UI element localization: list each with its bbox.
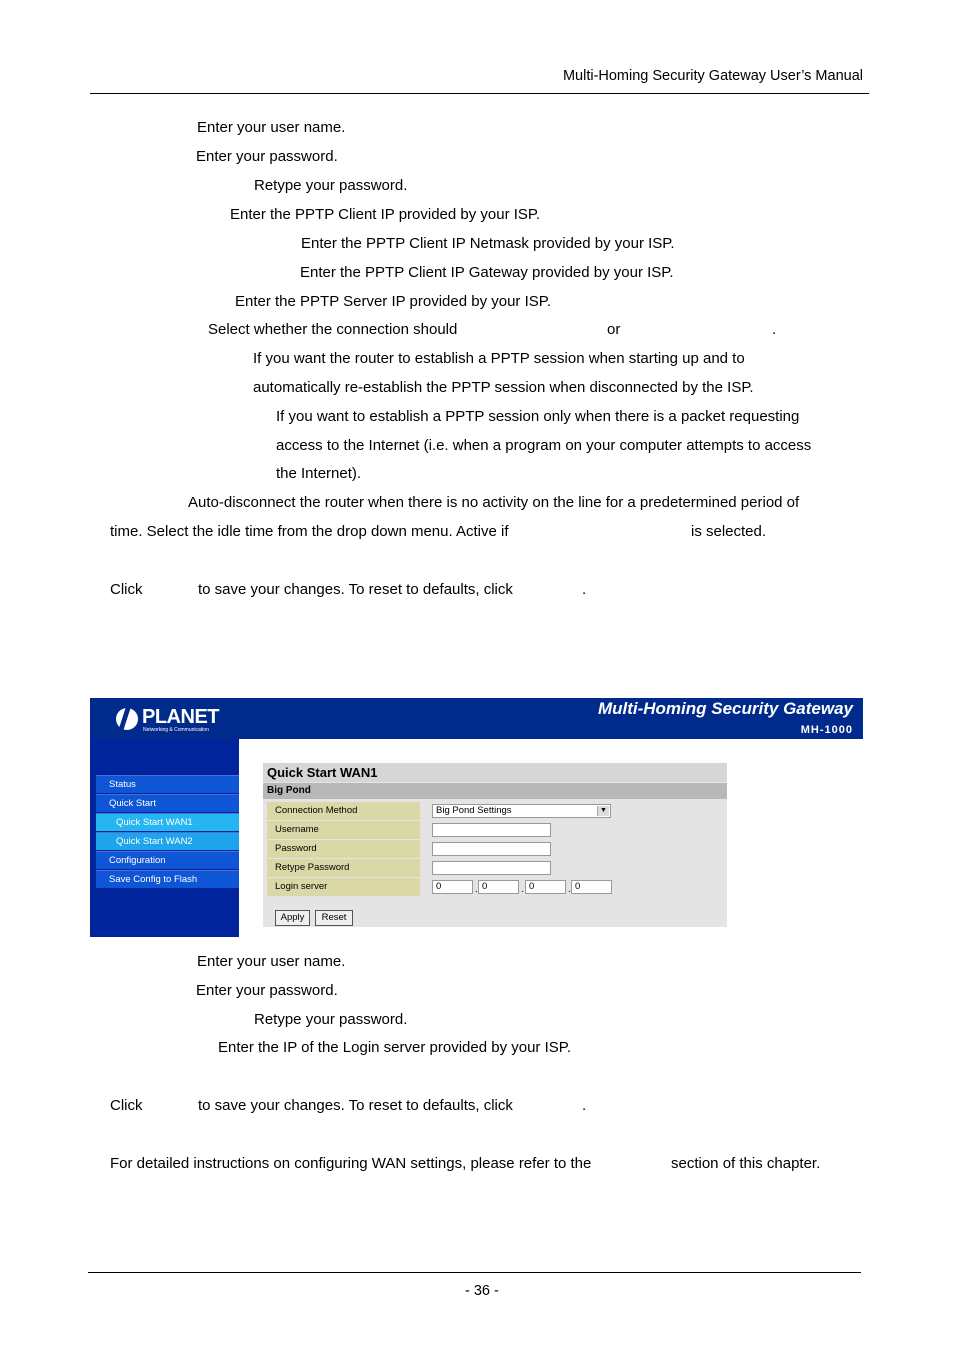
def-username: Enter your user name. bbox=[197, 119, 346, 136]
idle-line2a: time. Select the idle time from the drop down menu. Active if bbox=[110, 523, 509, 540]
section-header: Big Pond bbox=[263, 783, 727, 799]
def-connection-b: or bbox=[607, 321, 621, 338]
ip-dot: . bbox=[521, 884, 524, 895]
running-header: Multi-Homing Security Gateway User’s Manual bbox=[562, 68, 863, 84]
retype-password-input[interactable] bbox=[432, 861, 551, 875]
click2-b: to save your changes. To reset to defaults, click bbox=[198, 1097, 513, 1114]
ip-dot: . bbox=[568, 884, 571, 895]
chevron-down-icon[interactable]: ▼ bbox=[597, 806, 609, 816]
label-connection-method: Connection Method bbox=[267, 802, 420, 820]
login-ip-octet-2[interactable]: 0 bbox=[478, 880, 519, 894]
idle-line1: Auto-disconnect the router when there is no activity on the line for a predetermined period of bbox=[188, 494, 800, 511]
keep-alive-line1: If you want the router to establish a PPTP session when starting up and to bbox=[253, 350, 745, 367]
connection-method-value: Big Pond Settings bbox=[436, 805, 512, 816]
nav-save-config[interactable]: Save Config to Flash bbox=[96, 870, 239, 888]
password-input[interactable] bbox=[432, 842, 551, 856]
settings-panel bbox=[263, 763, 727, 927]
def2-retype: Retype your password. bbox=[254, 1011, 408, 1028]
row-login-server bbox=[263, 878, 727, 896]
keep-alive-line2: automatically re-establish the PPTP session when disconnected by the ISP. bbox=[253, 379, 754, 396]
def-connection-a: Select whether the connection should bbox=[208, 321, 458, 338]
sidebar bbox=[90, 739, 239, 937]
def-retype: Retype your password. bbox=[254, 177, 408, 194]
nav-quick-start-wan1[interactable]: Quick Start WAN1 bbox=[96, 813, 239, 831]
final-para-a: For detailed instructions on configuring WAN settings, please refer to the bbox=[110, 1155, 592, 1172]
click1-c: . bbox=[582, 581, 587, 598]
idle-line2b: is selected. bbox=[691, 523, 767, 540]
def2-login-server: Enter the IP of the Login server provided by your ISP. bbox=[218, 1039, 571, 1056]
banner-model: MH-1000 bbox=[800, 724, 853, 736]
apply-button[interactable]: Apply bbox=[275, 910, 310, 926]
final-para-b: section of this chapter. bbox=[671, 1155, 821, 1172]
def-gateway: Enter the PPTP Client IP Gateway provided by your ISP. bbox=[300, 264, 674, 281]
row-password bbox=[263, 840, 727, 858]
click1-a: Click bbox=[110, 581, 143, 598]
def-connection-c: . bbox=[772, 321, 777, 338]
row-connection-method bbox=[263, 802, 727, 820]
def2-username: Enter your user name. bbox=[197, 953, 346, 970]
label-username: Username bbox=[267, 821, 420, 839]
on-demand-line1: If you want to establish a PPTP session only when there is a packet requesting bbox=[276, 408, 800, 425]
on-demand-line2: access to the Internet (i.e. when a program on your computer attempts to access bbox=[276, 437, 812, 454]
router-ui-screenshot bbox=[90, 698, 863, 937]
planet-logo-icon bbox=[116, 708, 138, 730]
login-ip-octet-3[interactable]: 0 bbox=[525, 880, 566, 894]
def-password: Enter your password. bbox=[196, 148, 338, 165]
username-input[interactable] bbox=[432, 823, 551, 837]
login-ip-octet-4[interactable]: 0 bbox=[571, 880, 612, 894]
def2-password: Enter your password. bbox=[196, 982, 338, 999]
label-login-server: Login server bbox=[267, 878, 420, 896]
def-netmask: Enter the PPTP Client IP Netmask provided by your ISP. bbox=[301, 235, 675, 252]
logo-wordmark: PLANET bbox=[142, 706, 219, 728]
login-ip-octet-1[interactable]: 0 bbox=[432, 880, 473, 894]
logo-tagline: Networking & Communication bbox=[143, 727, 209, 733]
click1-b: to save your changes. To reset to defaults, click bbox=[198, 581, 513, 598]
label-retype-password: Retype Password bbox=[267, 859, 420, 877]
def-server-ip: Enter the PPTP Server IP provided by your ISP. bbox=[235, 293, 552, 310]
click2-a: Click bbox=[110, 1097, 143, 1114]
banner bbox=[90, 698, 863, 739]
header-rule bbox=[90, 93, 869, 94]
nav-quick-start-wan2[interactable]: Quick Start WAN2 bbox=[96, 832, 239, 850]
panel-title: Quick Start WAN1 bbox=[263, 763, 727, 782]
on-demand-line3: the Internet). bbox=[276, 465, 362, 482]
reset-button[interactable]: Reset bbox=[315, 910, 353, 926]
connection-method-select[interactable] bbox=[432, 804, 611, 818]
click2-c: . bbox=[582, 1097, 587, 1114]
nav-quick-start[interactable]: Quick Start bbox=[96, 794, 239, 812]
page-number: - 36 - bbox=[465, 1283, 499, 1299]
footer-rule bbox=[88, 1272, 861, 1273]
ip-dot: . bbox=[475, 884, 478, 895]
nav-configuration[interactable]: Configuration bbox=[96, 851, 239, 869]
banner-title: Multi-Homing Security Gateway bbox=[597, 699, 853, 718]
label-password: Password bbox=[267, 840, 420, 858]
row-username bbox=[263, 821, 727, 839]
nav-status[interactable]: Status bbox=[96, 775, 239, 793]
row-retype-password bbox=[263, 859, 727, 877]
def-client-ip: Enter the PPTP Client IP provided by your ISP. bbox=[230, 206, 541, 223]
